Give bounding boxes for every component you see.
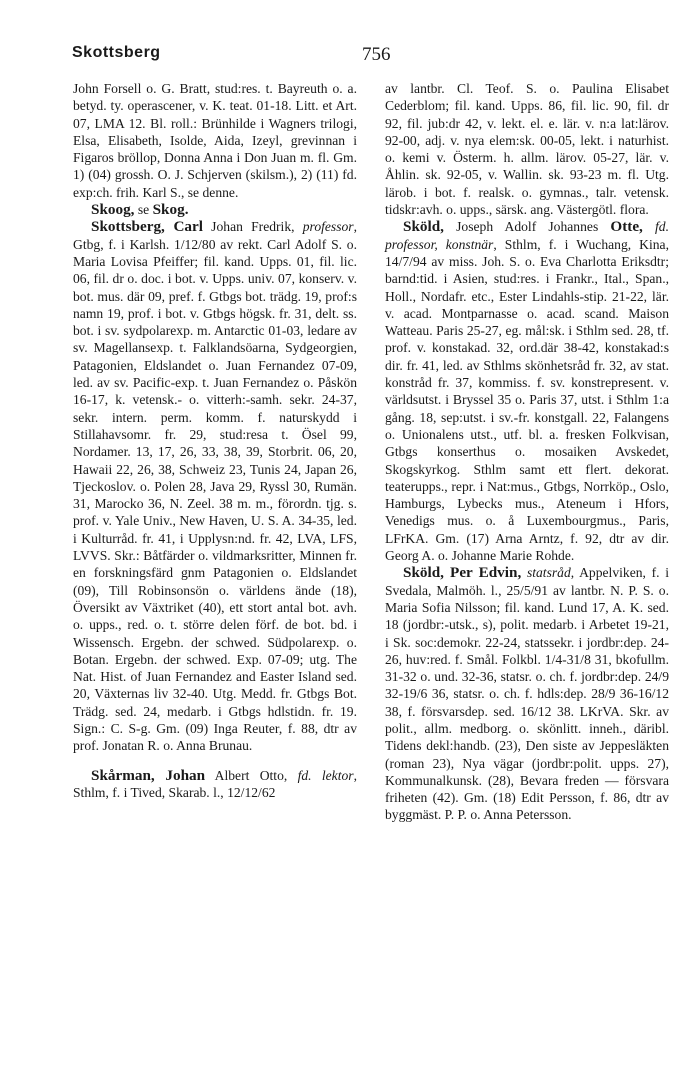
title-skarman: fd. lektor [297, 767, 354, 783]
title-skold-per: statsråd [521, 565, 571, 581]
title-skold-otte: fd. professor, konstnär [385, 219, 669, 252]
body-skarman: , Sthlm, f. i Tived, Skarab. l., 12/12/62 [73, 767, 357, 800]
callname-otte: Otte, [610, 218, 643, 236]
body-skottsberg: , Gtbg, f. i Karlsh. 1/12/80 av rekt. Carl Adolf S. o. Maria Lovisa Pfeiffer; fil. kand. Upps. 01, fil. lic. 06, fil. dr o. doc. i bot. v. Upps. univ. 07, konserv. v. bot. mus. där 09, pref. f. Gtbgs bot. trädg. 19, prof:s namn 19, prof. i bot. v. Gtbgs högsk. fr. 31, delt. ss. bot. i sv. sydpolarexp. m. Antarctic 01-03, ledare av sv. Magellansexp. t. Falklandsöarna, Sydgeorgien, Patagonien, Eldslandet o. Juan Fernandez 07-09, led. av sv. Pacific-exp. t. Juan Fernandez o. Påskön 16-17, k. vetensk.- o. vitterh:-samh. sekr. 24-37, sekr. intern. perm. komm. f. naturskydd i Stillahavsomr. fr. 29, stud:resa t. Ösel 99, Nordamer. 13, 17, 26, 33, 38, 39, Storbrit. 06, 20, Hawaii 22, 26, 38, Schweiz 23, Tunis 24, Japan 26, Tjeckoslov. o. Polen 28, Java 29, Ryssl 30, Rumän. 31, Marocko 36, N. Zeel. 38 m. m., förordn. tjg. s. prof. v. Yale Univ., New Haven, U. S. A. 34-35, led. i Kulturråd. fr. 41, i Upplysn:nd. fr. 42, LVA, LFS, LVVS. Skr.: Båtfärder o. vildmarksritter, Minnen fr. en forskningsfärd gnm Patagonien o. Eldslandet (09), Till Robinsonsön o. världens ände (18), Översikt av Växtriket (40), ett stort antal bot. avh. o. upps., red. o. t. större delen förf. de bot. bd. i Wissensch. Ergebn. der schwed. Südpolarexp. o. Botan. Ergebn. der schwed. Exp. 07-09; utg. The Nat. Hist. of Juan Fernandez and Easter Island sed. 20, Växternas liv 32-40. Utg. Medd. fr. Gtbgs Bot. Trädg. sed. 24, medarb. i Gtbgs hdlstidn. fr. 19. Sign.: C. S-g. Gm. (09) Inga Reuter, f. 88, dtr av prof. Jonatan R. o. Anna Brunau. [73, 219, 357, 754]
entry-skold-per [385, 564, 669, 823]
xref-target: Skog. [152, 201, 189, 219]
entry-skold-otte [385, 218, 669, 564]
entry-continuation-left [73, 80, 357, 201]
given-names-skold-otte: Joseph Adolf Johannes [443, 219, 611, 235]
body-skold-per: , Appelviken, f. i Svedala, Malmöh. l., 25/5/91 av lantbr. N. P. S. o. Maria Sofia Nilsson; fil. kand. Lund 17, A. K. sed. 18 (jordbr:-utsk., s), polit. medarb. i Arbetet 19-21, i Sk. soc:demokr. 22-24, statssekr. i jordbr:dep. 24-26, huv:red. f. Smål. Folkbl. 1/4-31/8 31, bkofullm. 31-32 o. und. 32-36, statsr. o. ch. f. jordbr:dep. 24/9 32-19/6 36, statsr. o. ch. f. hdls:dep. 28/9 36-16/12 38, f. försvarsdep. sed. 16/12 38. LKrVA. Skr. av polit., allm. medborg. o. skönlitt. inneh., däribl. Tidens dekl:handb. (23), Den siste av Jeppesläkten (roman 23), Nya vägar (jordbr:polit. upps. 27), Kommunalkunsk. (28), Bevara freden — försvara friheten (42). Gm. (18) Edit Persson, f. 86, dtr av byggmäst. P. P. o. Anna Petersson. [385, 565, 669, 823]
given-names-skottsberg: Johan Fredrik, [202, 219, 303, 235]
right-column [385, 80, 669, 824]
headword-skarman: Skårman, Johan [91, 766, 206, 784]
entry-skoog-xref [73, 201, 357, 218]
continuation-text-left: John Forsell o. G. Bratt, stud:res. t. Bayreuth o. a. betyd. ty. operascener, v. K. teat. 01-18. Litt. et Art. 07, LMA 12. Bl. roll.: Brünhilde i Wagners trilogi, Elsa, Elisabeth, Isolde, Aida, Izeyl, grevinnan i Figaros bröllop, Donna Anna i Don Juan m. fl. Gm. 1) (04) grossh. O. J. Schjerven (skilsm.), 2) (11) fd. exp:ch. frih. Karl S., se denne. [73, 81, 357, 200]
running-head-name: Skottsberg [72, 44, 161, 61]
xref-see: se [134, 202, 153, 218]
entry-continuation-right [385, 80, 669, 218]
body-skold-otte: , Sthlm, f. i Wuchang, Kina, 14/7/94 av miss. Joh. S. o. Eva Charlotta Eriksdtr; barnd:tid. i Asien, stud:res. i Frankr., Ital., Span., Holl., Nordafr. etc., Ester Lindahls-stip. 21-22, lär. v. acad. Montparnasse o. acad. scand. Maison Watteau. Paris 25-27, eg. mål:sk. i Sthlm sed. 28, tf. prof. v. konstakad. 32, ord.där 38-42, konstakad:s dir. fr. 41, led. av Sthlms skönhetsråd fr. 32, av stat. konstråd fr. 37, kommiss. f. sv. konstrepresent. v. världsutst. i Bryssel 35 o. Paris 37, utst. i Sthlm 1:a gång. 18, sep:utst. i sv.-fr. konstgall. 22, Falangens o. Unionalens utst., utf. bl. a. fresken Folkvisan, Gtbgs konserthus o. mosaiken Avskedet, Skogskyrkog. Sthlm samt ett flert. dekorat. teaterupps., repr. i Nat:mus., Gtbgs, Norrköp., Oslo, Hamburgs, Lybecks mus., Ateneum i Hfors, Venedigs mus. o. å Luxembourgmus., Paris, LFrKA. Gm. (17) Arna Arntz, f. 92, dtr av dir. Georg A. o. Johanne Marie Rohde. [385, 236, 669, 564]
given-names-skarman: Albert Otto, [205, 767, 298, 783]
left-column [73, 80, 357, 801]
title-skottsberg: professor [302, 219, 354, 235]
entry-skarman [73, 767, 357, 802]
headword-skottsberg: Skottsberg, Carl [91, 218, 203, 236]
entry-skottsberg [73, 218, 357, 754]
xref-headword: Skoog, [91, 201, 135, 219]
page-number: 756 [362, 44, 391, 65]
continuation-text-right: av lantbr. Cl. Teof. S. o. Paulina Elisabet Cederblom; fil. kand. Upps. 86, fil. lic. 90, fil. dr 92, fil. jub:dr 42, v. lekt. el. e. lär. v. n:a lat:lärov. 92-00, adj. v. nya elem:sk. 00-05, lekt. i naturhist. o. kemi v. Österm. h. allm. lärov. 05-27, lär. v. Åhlin. sk. 92-05, v. Wallin. sk. 93-23 m. fl. Utg. lärob. i bot. f. realsk. o. gymnas., talr. vetensk. tidskr:avh. o. upps., särsk. ang. Västergötl. flora. [385, 81, 669, 218]
headword-skold-per: Sköld, Per Edvin, [403, 564, 522, 582]
entry-gap [73, 755, 357, 767]
headword-skold-otte: Sköld, [403, 218, 444, 236]
running-head [72, 44, 632, 74]
